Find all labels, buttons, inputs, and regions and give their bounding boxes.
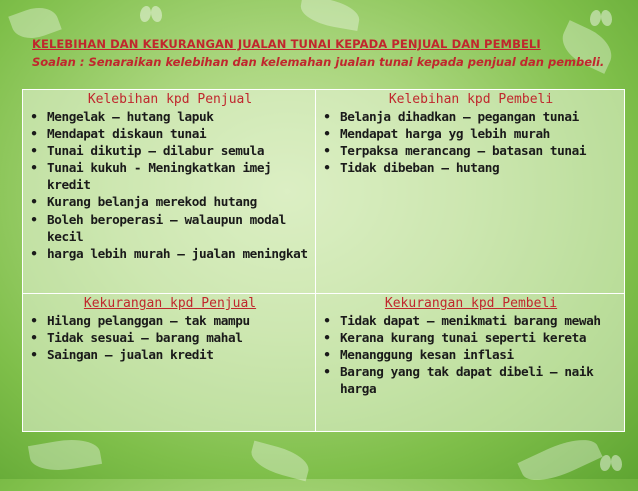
list-item: • Menanggung kesan inflasi — [322, 346, 620, 363]
list-item: • Belanja dihadkan – pegangan tunai — [322, 108, 620, 125]
list-item: • Kerana kurang tunai seperti kereta — [322, 329, 620, 346]
list-item: • Tunai kukuh - Meningkatkan imej kredit — [29, 159, 311, 193]
list-adv-seller — [29, 108, 311, 262]
slide-title: KELEBIHAN DAN KEKURANGAN JUALAN TUNAI KEPADA PENJUAL DAN PEMBELI — [32, 37, 541, 51]
list-item: • Saingan – jualan kredit — [29, 346, 311, 363]
table-row — [23, 90, 625, 294]
list-item: • Terpaksa merancang – batasan tunai — [322, 142, 620, 159]
list-item: • Barang yang tak dapat dibeli – naik harga — [322, 363, 620, 397]
list-item: • Tidak dibeban – hutang — [322, 159, 620, 176]
list-item: • Tidak dapat – menikmati barang mewah — [322, 312, 620, 329]
list-dis-buyer — [322, 312, 620, 397]
cell-adv-buyer — [316, 90, 625, 294]
heading-adv-buyer: Kelebihan kpd Pembeli — [388, 92, 554, 107]
comparison-table — [22, 89, 625, 432]
list-adv-buyer — [322, 108, 620, 176]
list-item: • Mendapat harga yg lebih murah — [322, 125, 620, 142]
table-row — [23, 294, 625, 432]
list-item: • Mendapat diskaun tunai — [29, 125, 311, 142]
list-dis-seller — [29, 312, 311, 363]
list-item: • Mengelak – hutang lapuk — [29, 108, 311, 125]
heading-dis-seller: Kekurangan kpd Penjual — [83, 296, 257, 311]
cell-dis-seller — [23, 294, 316, 432]
slide-subtitle: Soalan : Senaraikan kelebihan dan kelemahan jualan tunai kepada penjual dan pembeli. — [32, 55, 605, 69]
cell-adv-seller — [23, 90, 316, 294]
list-item: • Hilang pelanggan – tak mampu — [29, 312, 311, 329]
list-item: • harga lebih murah – jualan meningkat — [29, 245, 311, 262]
cell-dis-buyer — [316, 294, 625, 432]
list-item: • Boleh beroperasi – walaupun modal kecil — [29, 211, 311, 245]
heading-dis-buyer: Kekurangan kpd Pembeli — [384, 296, 558, 311]
heading-adv-seller: Kelebihan kpd Penjual — [87, 92, 253, 107]
list-item: • Tunai dikutip – dilabur semula — [29, 142, 311, 159]
list-item: • Tidak sesuai – barang mahal — [29, 329, 311, 346]
list-item: • Kurang belanja merekod hutang — [29, 193, 311, 210]
